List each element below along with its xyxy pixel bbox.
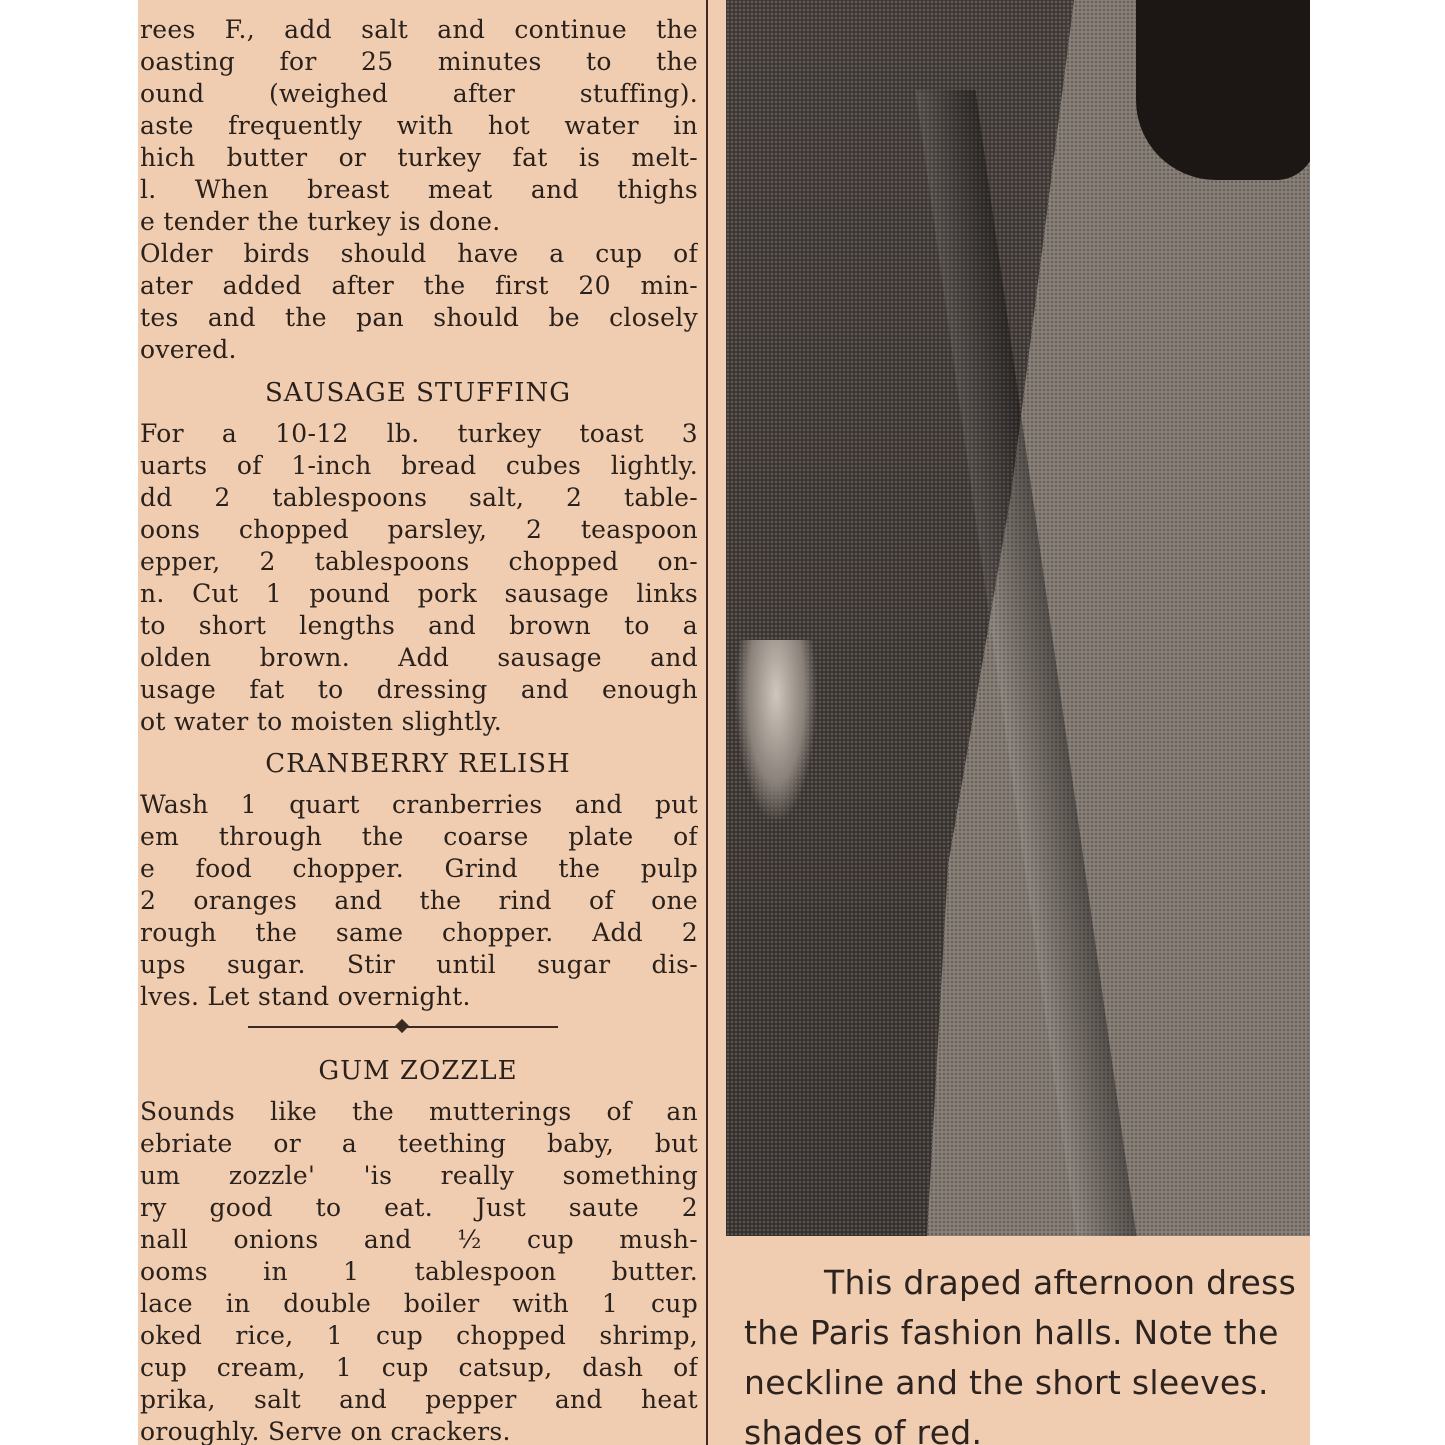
text-line: nall onions and ½ cup mush-: [140, 1225, 698, 1254]
text-line: oasting for 25 minutes to the: [140, 47, 698, 76]
text-line: ot water to moisten slightly.: [140, 707, 503, 736]
text-line: oroughly. Serve on crackers.: [140, 1417, 511, 1445]
text-line: l. When breast meat and thighs: [140, 175, 698, 204]
text-line: oked rice, 1 cup chopped shrimp,: [140, 1321, 698, 1350]
caption-line: the Paris fashion halls. Note the: [744, 1313, 1279, 1352]
caption-line: neckline and the short sleeves.: [744, 1363, 1269, 1402]
text-line: to short lengths and brown to a: [140, 611, 698, 640]
text-line: ater added after the first 20 min-: [140, 271, 698, 300]
text-line: ry good to eat. Just saute 2: [140, 1193, 698, 1222]
text-line: tes and the pan should be closely: [140, 303, 698, 332]
text-line: e food chopper. Grind the pulp: [140, 854, 698, 883]
text-line: n. Cut 1 pound pork sausage links: [140, 579, 698, 608]
text-line: dd 2 tablespoons salt, 2 table-: [140, 483, 698, 512]
text-line: em through the coarse plate of: [140, 822, 698, 851]
text-line: lves. Let stand overnight.: [140, 982, 471, 1011]
text-line: cup cream, 1 cup catsup, dash of: [140, 1353, 698, 1382]
text-line: ups sugar. Stir until sugar dis-: [140, 950, 698, 979]
text-line: ebriate or a teething baby, but: [140, 1129, 698, 1158]
text-line: hich butter or turkey fat is melt-: [140, 143, 698, 172]
text-line: rough the same chopper. Add 2: [140, 918, 698, 947]
divider-diamond-icon: [395, 1019, 409, 1033]
text-line: 2 oranges and the rind of one: [140, 886, 698, 915]
column-rule: [706, 0, 708, 1445]
background-prop: [736, 640, 816, 820]
text-line: epper, 2 tablespoons chopped on-: [140, 547, 698, 576]
text-line: prika, salt and pepper and heat: [140, 1385, 698, 1414]
glove-shape: [1136, 0, 1310, 180]
gum-zozzle-heading: GUM ZOZZLE: [318, 1056, 518, 1086]
text-line: usage fat to dressing and enough: [140, 675, 698, 704]
text-line: ooms in 1 tablespoon butter.: [140, 1257, 698, 1286]
text-line: uarts of 1-inch bread cubes lightly.: [140, 451, 698, 480]
sausage-stuffing-heading: SAUSAGE STUFFING: [264, 378, 572, 408]
text-line: overed.: [140, 335, 237, 364]
recipe-column: [138, 0, 698, 1445]
caption-line: This draped afternoon dress: [824, 1263, 1297, 1302]
newspaper-clipping: [138, 0, 1310, 1445]
text-line: Wash 1 quart cranberries and put: [140, 790, 698, 819]
text-line: Older birds should have a cup of: [140, 239, 698, 268]
text-line: For a 10-12 lb. turkey toast 3: [140, 419, 698, 448]
caption-line: shades of red.: [744, 1413, 983, 1445]
cranberry-relish-heading: CRANBERRY RELISH: [265, 749, 571, 779]
fashion-photo: [726, 0, 1310, 1236]
text-line: e tender the turkey is done.: [140, 207, 501, 236]
text-line: aste frequently with hot water in: [140, 111, 698, 140]
text-line: rees F., add salt and continue the: [140, 15, 698, 44]
text-line: oons chopped parsley, 2 teaspoon: [140, 515, 698, 544]
text-line: um zozzle' 'is really something: [140, 1161, 698, 1190]
text-line: olden brown. Add sausage and: [140, 643, 698, 672]
text-line: lace in double boiler with 1 cup: [140, 1289, 698, 1318]
text-line: ound (weighed after stuffing).: [140, 79, 698, 108]
text-line: Sounds like the mutterings of an: [140, 1097, 698, 1126]
